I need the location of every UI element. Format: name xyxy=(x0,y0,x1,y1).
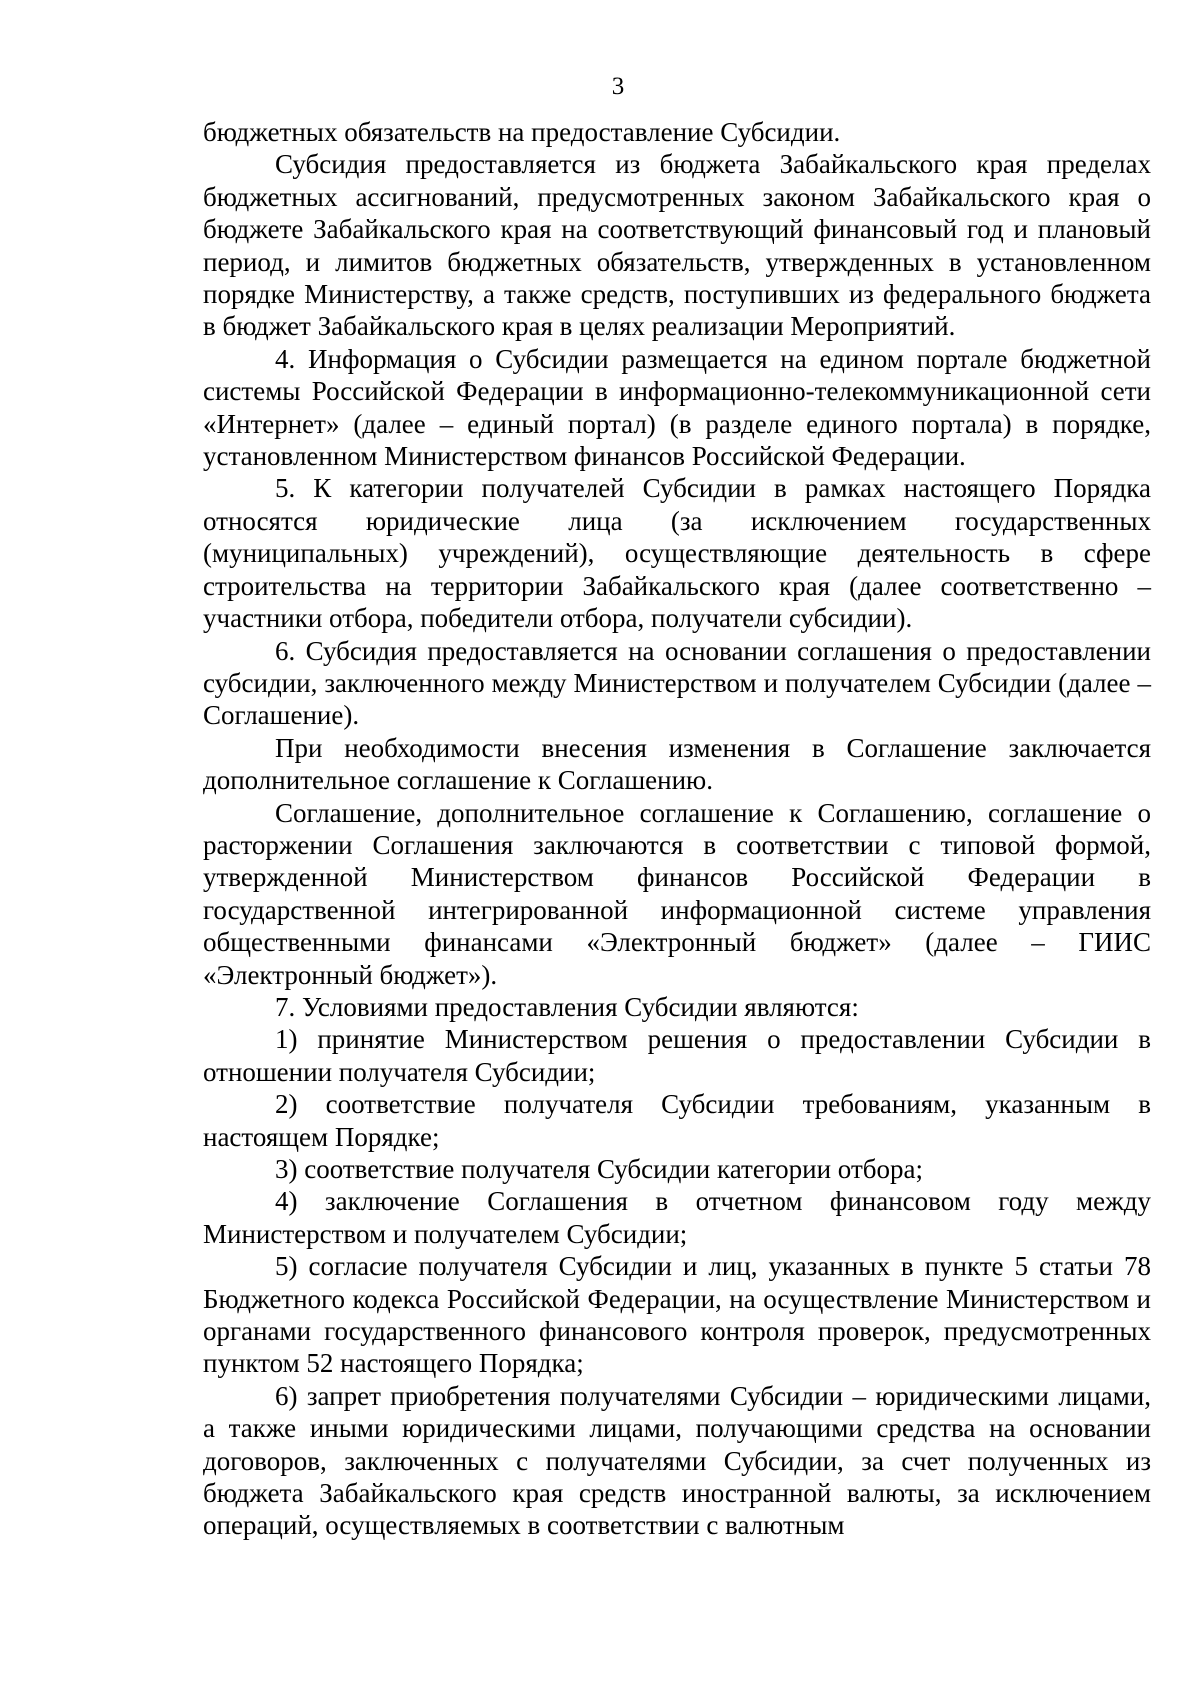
paragraph-item-4: 4. Информация о Субсидии размещается на едином портале бюджетной системы Российской Федерации в информационно-телекоммуникационной сети «Интернет» (далее – единый портал) (в разделе единого портала) в порядке, установленном Министерством финансов Российской Федерации. xyxy=(203,343,1151,472)
paragraph-item-6: 6. Субсидия предоставляется на основании соглашения о предоставлении субсидии, заключенного между Министерством и получателем Субсидии (далее – Соглашение). xyxy=(203,635,1151,731)
list-item-condition-1: 1) принятие Министерством решения о предоставлении Субсидии в отношении получателя Субсидии; xyxy=(203,1024,1151,1087)
paragraph-item-7: 7. Условиями предоставления Субсидии являются: xyxy=(275,991,859,1022)
list-item-condition-3: 3) соответствие получателя Субсидии категории отбора; xyxy=(275,1154,923,1184)
list-item-condition-5: 5) согласие получателя Субсидии и лиц, указанных в пункте 5 статьи 78 Бюджетного кодекса Российской Федерации, на осуществление Министерством и органами государственного финансового контроля проверок, предусмотренных пунктом 52 настоящего Порядка; xyxy=(203,1251,1151,1379)
paragraph-subsidy-budget: Субсидия предоставляется из бюджета Забайкальского края пределах бюджетных ассигнований, предусмотренных законом Забайкальского края о бюджете Забайкальского края на соответствующий финансовый год и плановый период, и лимитов бюджетных обязательств, утвержденных в установленном порядке Министерству, а также средств, поступивших из федерального бюджета в бюджет Забайкальского края в целях реализации Мероприятий. xyxy=(203,149,1151,342)
paragraph-amendment: При необходимости внесения изменения в Соглашение заключается дополнительное соглашение к Соглашению. xyxy=(203,732,1151,796)
list-item-condition-2: 2) соответствие получателя Субсидии требованиям, указанным в настоящем Порядке; xyxy=(203,1089,1151,1152)
paragraph-agreement-form: Соглашение, дополнительное соглашение к Соглашению, соглашение о расторжении Соглашения заключаются в соответствии с типовой формой, утвержденной Министерством финансов Российской Федерации в государственной интегрированной информационной системе управления общественными финансами «Электронный бюджет» (далее – ГИИС «Электронный бюджет»). xyxy=(203,797,1151,990)
list-item-condition-6: 6) запрет приобретения получателями Субсидии – юридическими лицами, а также иными юридическими лицами, получающими средства на основании договоров, заключенных с получателями Субсидии, за счет полученных из бюджета Забайкальского края средств иностранной валюты, за исключением операций, осуществляемых в соответствии с валютным xyxy=(203,1380,1151,1541)
page-number: 3 xyxy=(611,73,625,100)
list-item-condition-4: 4) заключение Соглашения в отчетном финансовом году между Министерством и получателем Субсидии; xyxy=(203,1186,1151,1249)
paragraph-continuation: бюджетных обязательств на предоставление Субсидии. xyxy=(203,117,841,147)
paragraph-item-5: 5. К категории получателей Субсидии в рамках настоящего Порядка относятся юридические лица (за исключением государственных (муниципальных) учреждений), осуществляющие деятельность в сфере строительства на территории Забайкальского края (далее соответственно – участники отбора, победители отбора, получатели субсидии). xyxy=(203,473,1151,634)
document-body xyxy=(203,116,1151,1542)
